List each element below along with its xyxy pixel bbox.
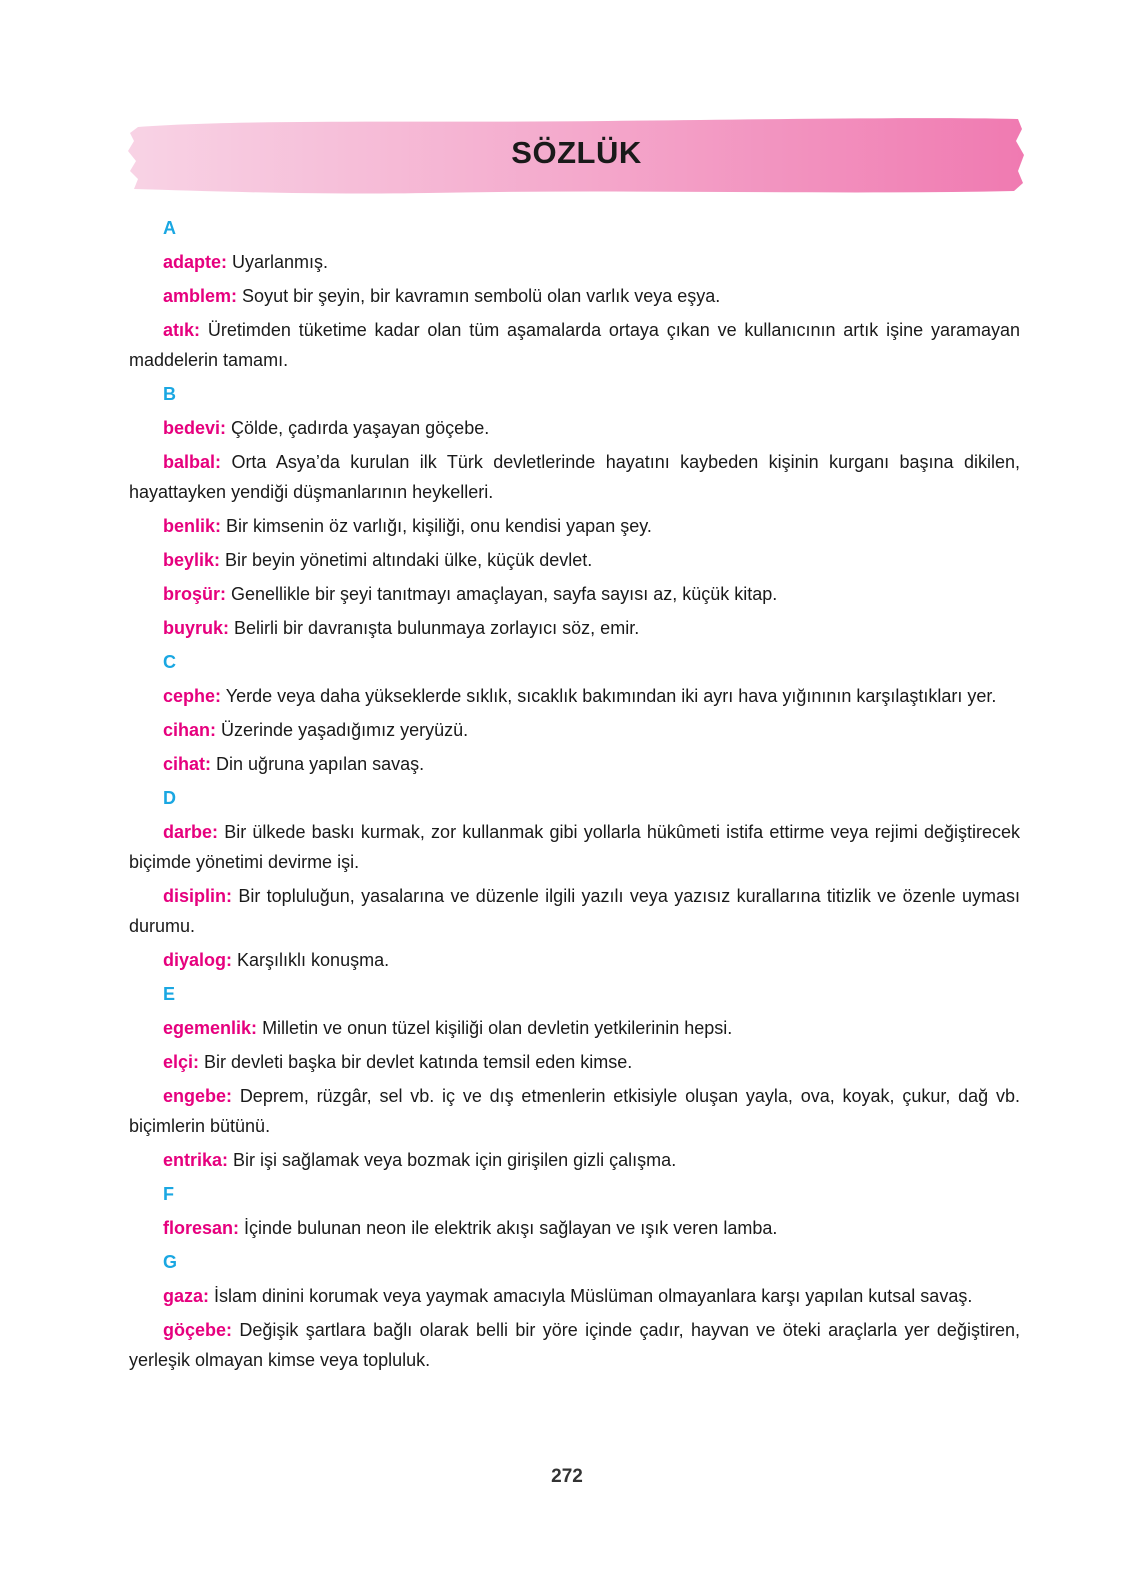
section-letter: G bbox=[163, 1252, 178, 1272]
entry-definition: Bir topluluğun, yasalarına ve düzenle ilgili yazılı veya yazısız kurallarına titizlik ve özenle uyması durumu. bbox=[129, 886, 1020, 936]
entry-term: engebe: bbox=[163, 1086, 233, 1106]
entry-term: elçi: bbox=[163, 1052, 200, 1072]
entry-definition: Soyut bir şeyin, bir kavramın sembolü olan varlık veya eşya. bbox=[242, 286, 721, 306]
entry-term: broşür: bbox=[163, 584, 226, 604]
entry-term: bedevi: bbox=[163, 418, 227, 438]
entry-definition: İçinde bulunan neon ile elektrik akışı sağlayan ve ışık veren lamba. bbox=[244, 1218, 778, 1238]
entry-definition: Çölde, çadırda yaşayan göçebe. bbox=[231, 418, 490, 438]
entry-term: disiplin: bbox=[163, 886, 232, 906]
dictionary-entry bbox=[129, 1081, 1020, 1141]
dictionary-entry bbox=[129, 1145, 1020, 1175]
entry-term: amblem: bbox=[163, 286, 238, 306]
entry-term: egemenlik: bbox=[163, 1018, 258, 1038]
entry-definition: Din uğruna yapılan savaş. bbox=[216, 754, 425, 774]
entry-term: beylik: bbox=[163, 550, 221, 570]
section-letter: D bbox=[163, 788, 176, 808]
dictionary-entry bbox=[129, 1213, 1020, 1243]
entry-definition: Milletin ve onun tüzel kişiliği olan devletin yetkilerinin hepsi. bbox=[262, 1018, 733, 1038]
entry-term: darbe: bbox=[163, 822, 219, 842]
dictionary-entry bbox=[129, 447, 1020, 507]
dictionary-entry bbox=[129, 1047, 1020, 1077]
section-letter: A bbox=[163, 218, 176, 238]
entry-definition: Bir ülkede baskı kurmak, zor kullanmak gibi yollarla hükûmeti istifa ettirme veya rejimi değiştirecek biçimde yönetimi devirme işi. bbox=[129, 822, 1020, 872]
entry-definition: Üretimden tüketime kadar olan tüm aşamalarda ortaya çıkan ve kullanıcının artık işine yaramayan maddelerin tamamı. bbox=[129, 320, 1020, 370]
dictionary-entry bbox=[129, 749, 1020, 779]
entry-term: buyruk: bbox=[163, 618, 230, 638]
entry-term: entrika: bbox=[163, 1150, 229, 1170]
entry-definition: Yerde veya daha yükseklerde sıklık, sıcaklık bakımından iki ayrı hava yığınının karşılaştıkları yer. bbox=[225, 686, 997, 706]
entry-definition: Deprem, rüzgâr, sel vb. iç ve dış etmenlerin etkisiyle oluşan yayla, ova, koyak, çukur, dağ vb. biçimlerin bütünü. bbox=[129, 1086, 1020, 1136]
dictionary-content bbox=[129, 213, 1020, 1379]
entry-definition: Genellikle bir şeyi tanıtmayı amaçlayan, sayfa sayısı az, küçük kitap. bbox=[231, 584, 778, 604]
dictionary-entry bbox=[129, 1315, 1020, 1375]
title-banner bbox=[128, 115, 1025, 197]
entry-definition: Belirli bir davranışta bulunmaya zorlayıcı söz, emir. bbox=[234, 618, 640, 638]
entry-term: benlik: bbox=[163, 516, 222, 536]
dictionary-entry bbox=[129, 315, 1020, 375]
entry-term: cephe: bbox=[163, 686, 222, 706]
entry-definition: Üzerinde yaşadığımız yeryüzü. bbox=[221, 720, 469, 740]
entry-term: göçebe: bbox=[163, 1320, 233, 1340]
entry-term: diyalog: bbox=[163, 950, 233, 970]
dictionary-entry bbox=[129, 511, 1020, 541]
dictionary-entry bbox=[129, 281, 1020, 311]
entry-definition: Bir işi sağlamak veya bozmak için girişilen gizli çalışma. bbox=[233, 1150, 677, 1170]
section-letter: F bbox=[163, 1184, 174, 1204]
entry-definition: Bir devleti başka bir devlet katında temsil eden kimse. bbox=[204, 1052, 633, 1072]
dictionary-entry bbox=[129, 613, 1020, 643]
entry-definition: Uyarlanmış. bbox=[232, 252, 329, 272]
page-title: SÖZLÜK bbox=[511, 135, 642, 170]
dictionary-entry bbox=[129, 545, 1020, 575]
entry-term: balbal: bbox=[163, 452, 222, 472]
dictionary-entry bbox=[129, 945, 1020, 975]
dictionary-entry bbox=[129, 1013, 1020, 1043]
dictionary-entry bbox=[129, 881, 1020, 941]
dictionary-entry bbox=[129, 715, 1020, 745]
page-number: 272 bbox=[551, 1466, 583, 1487]
entry-definition: Bir kimsenin öz varlığı, kişiliği, onu kendisi yapan şey. bbox=[226, 516, 652, 536]
section-letter: E bbox=[163, 984, 176, 1004]
section-letter: C bbox=[163, 652, 176, 672]
entry-definition: İslam dinini korumak veya yaymak amacıyla Müslüman olmayanlara karşı yapılan kutsal savaş. bbox=[214, 1286, 973, 1306]
dictionary-entry bbox=[129, 413, 1020, 443]
entry-definition: Değişik şartlara bağlı olarak belli bir yöre içinde çadır, hayvan ve öteki araçlarla yer değiştiren, yerleşik olmayan kimse veya topluluk. bbox=[129, 1320, 1020, 1370]
entry-definition: Karşılıklı konuşma. bbox=[237, 950, 390, 970]
entry-term: floresan: bbox=[163, 1218, 240, 1238]
dictionary-entry bbox=[129, 579, 1020, 609]
dictionary-entry bbox=[129, 681, 1020, 711]
section-letter: B bbox=[163, 384, 176, 404]
entry-term: cihan: bbox=[163, 720, 217, 740]
entry-term: adapte: bbox=[163, 252, 228, 272]
entry-term: atık: bbox=[163, 320, 201, 340]
entry-term: gaza: bbox=[163, 1286, 210, 1306]
dictionary-entry bbox=[129, 817, 1020, 877]
entry-definition: Orta Asya’da kurulan ilk Türk devletlerinde hayatını kaybeden kişinin kurganı başına dikilen, hayattayken yendiği düşmanlarının heykelleri. bbox=[129, 452, 1020, 502]
entry-term: cihat: bbox=[163, 754, 212, 774]
dictionary-entry bbox=[129, 247, 1020, 277]
entry-definition: Bir beyin yönetimi altındaki ülke, küçük devlet. bbox=[225, 550, 593, 570]
dictionary-entry bbox=[129, 1281, 1020, 1311]
